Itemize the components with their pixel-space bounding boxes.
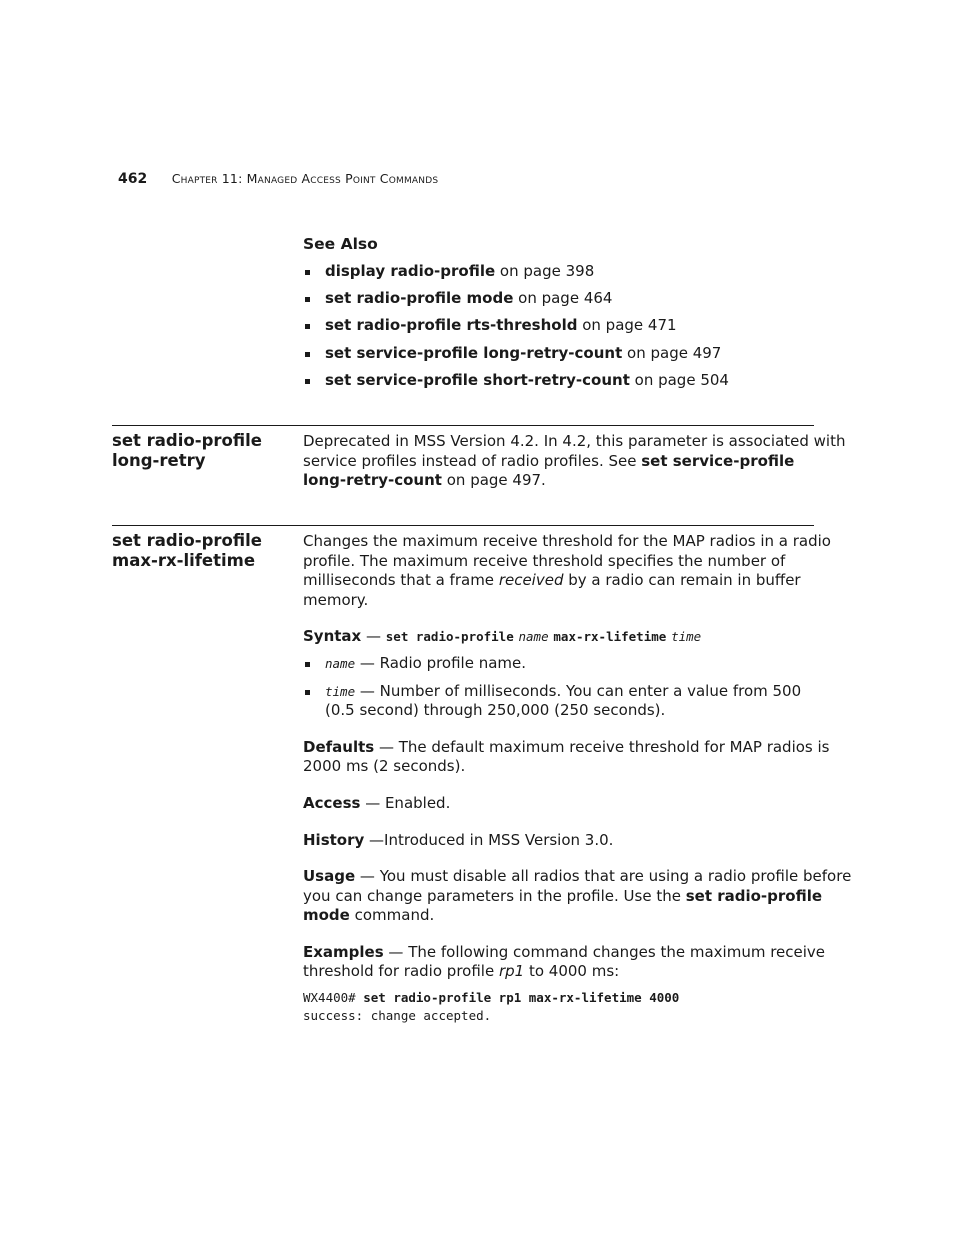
section-divider <box>112 525 814 526</box>
chapter-title: Chapter 11: Managed Access Point Commands <box>171 171 439 186</box>
defaults-text: 2000 ms (2 seconds). <box>303 757 466 775</box>
section1-text: service profiles instead of radio profiles. See set service-profile <box>303 452 795 470</box>
see-also-item[interactable]: set radio-profile rts-threshold on page 471 <box>325 316 677 334</box>
description-text: profile. The maximum receive threshold specifies the number of <box>303 552 786 570</box>
description-text: milliseconds that a frame received by a radio can remain in buffer <box>303 571 801 589</box>
usage-text: Usage — You must disable all radios that are using a radio profile before <box>303 867 852 885</box>
see-also-item[interactable]: set radio-profile mode on page 464 <box>325 289 613 307</box>
cross-reference-link[interactable]: set service-profile <box>641 452 795 470</box>
defaults-text: Defaults — The default maximum receive threshold for MAP radios is <box>303 738 830 756</box>
param-item: name — Radio profile name. <box>325 654 527 672</box>
usage-text: you can change parameters in the profile. Use the set radio-profile <box>303 887 823 905</box>
bullet-icon <box>305 662 310 667</box>
param-item-cont: (0.5 second) through 250,000 (250 seconds). <box>325 701 666 719</box>
examples-text: threshold for radio profile rp1 to 4000 ms: <box>303 962 620 980</box>
running-header <box>118 171 438 187</box>
access-text: Access — Enabled. <box>303 794 451 812</box>
page-number: 462 <box>118 171 148 187</box>
param-item: time — Number of milliseconds. You can enter a value from 500 <box>325 682 802 700</box>
section-divider <box>112 425 814 426</box>
code-output-line: success: change accepted. <box>303 1008 492 1023</box>
section1-text: long-retry-count on page 497. <box>303 471 546 489</box>
bullet-icon <box>305 379 310 384</box>
examples-text: Examples — The following command changes the maximum receive <box>303 943 826 961</box>
bullet-icon <box>305 297 310 302</box>
bullet-icon <box>305 270 310 275</box>
code-command-line: WX4400# set radio-profile rp1 max-rx-lifetime 4000 <box>303 990 680 1005</box>
section1-text: Deprecated in MSS Version 4.2. In 4.2, this parameter is associated with <box>303 432 846 450</box>
see-also-heading: See Also <box>303 235 378 253</box>
description-text: Changes the maximum receive threshold for the MAP radios in a radio <box>303 532 831 550</box>
section-title-line1: set radio-profile <box>112 531 262 550</box>
description-text: memory. <box>303 591 369 609</box>
bullet-icon <box>305 690 310 695</box>
section-title-line1: set radio-profile <box>112 431 262 450</box>
usage-text: mode command. <box>303 906 435 924</box>
cross-reference-link[interactable]: long-retry-count <box>303 471 442 489</box>
history-text: History —Introduced in MSS Version 3.0. <box>303 831 614 849</box>
see-also-item[interactable]: display radio-profile on page 398 <box>325 262 595 280</box>
syntax-line: Syntax — set radio-profile name max-rx-lifetime time <box>303 627 702 645</box>
section-title-line2: long-retry <box>112 451 206 470</box>
see-also-item[interactable]: set service-profile long-retry-count on page 497 <box>325 344 722 362</box>
cross-reference-link[interactable]: mode <box>303 906 350 924</box>
section-title-line2: max-rx-lifetime <box>112 551 256 570</box>
bullet-icon <box>305 352 310 357</box>
cross-reference-link[interactable]: set radio-profile <box>685 887 823 905</box>
bullet-icon <box>305 324 310 329</box>
see-also-item[interactable]: set service-profile short-retry-count on page 504 <box>325 371 729 389</box>
